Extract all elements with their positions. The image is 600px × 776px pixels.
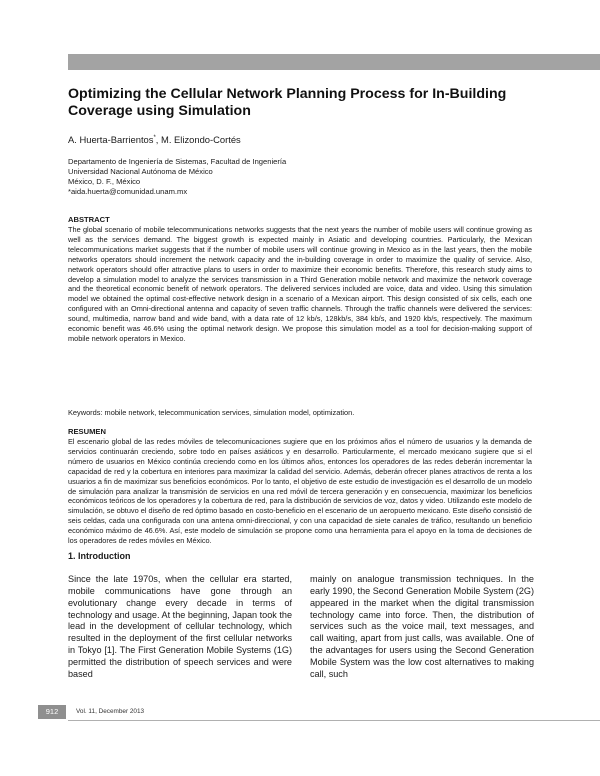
author-name: A. Huerta-Barrientos <box>68 134 154 145</box>
section-heading: 1. Introduction <box>68 551 131 561</box>
abstract-text: The global scenario of mobile telecommunications networks suggests that the next years the number of mobile users will continue growing as well as the services demand. The biggest growth is expected mainly in Asiatic and developing countries. Particularly, the Mexican telecommunications market suggests that if the number of mobile users will continue growing in Mexico as in the last years, then the mobile networks operators should increment the network capacity and the in-building coverage in order to maximize the quality of service. Also, network operators should offer attractive plans to users in order to maximize their economic benefits. Therefore, this research study aims to develop a simulation model to analyze the services transmission in a Third Generation mobile network and maximize the network coverage and the theoretical economic benefit of network operators. The delivered services included are voice, data and video. Using this simulation model we obtained the optimal cost-effective network design in a scenario of a Mexican airport. This design consisted of six cells, each one configured with an Omni-directional antenna and capacity of seven traffic channels. Through the traffic channels were delivered the services: sound, multimedia, narrow band and wide band, with a data rate of 12 kb/s, 128kb/s, 384 kb/s, and 1920 kb/s, respectively. The maximum economic benefit was 46.6% using the optimal network design. We propose this simulation model as a tool for decision-making support of mobile network operators in Mexico. <box>68 225 532 343</box>
page-number: 912 <box>38 705 66 719</box>
paper-title: Optimizing the Cellular Network Planning Process for In-Building Coverage using Simulation <box>68 86 507 119</box>
resumen-heading: RESUMEN <box>68 427 106 436</box>
journal-volume: Vol. 11, December 2013 <box>76 708 145 715</box>
affiliation-email: *aida.huerta@comunidad.unam.mx <box>68 187 188 196</box>
keywords: Keywords: mobile network, telecommunication services, simulation model, optimization. <box>68 408 355 417</box>
footer-rule <box>68 720 600 721</box>
affiliation-block <box>68 157 286 197</box>
abstract-heading: ABSTRACT <box>68 215 110 224</box>
body-column-left: Since the late 1970s, when the cellular era started, mobile communications have gone through an evolutionary change every decade in terms of technology and usage. At the beginning, Japan took the lead in the development of cellular technology, which resulted in the deployment of the first cellular networks in Tokyo [1]. The First Generation Mobile Systems (1G) permitted the distribution of speech services and were based <box>68 574 292 679</box>
header-bar <box>68 54 600 70</box>
body-column-right: mainly on analogue transmission techniques. In the early 1990, the Second Generation Mobile System (2G) appeared in the market when the digital transmission technology came into force. Then, the distribution of services such as the voice mail, text messages, and call waiting, apart from just calls, was available. One of the advantages for users using the Second Generation Mobile System was the low cost alternatives to making call, such <box>310 574 534 679</box>
affiliation-line: México, D. F., México <box>68 177 141 186</box>
affiliation-line: Universidad Nacional Autónoma de México <box>68 167 213 176</box>
author-separator: , <box>155 134 162 145</box>
resumen-text: El escenario global de las redes móviles de telecomunicaciones sugiere que en los próximos años el número de usuarios y la demanda de servicios continuarán creciendo, sobre todo en países asiáticos y en desarrollo. Particularmente, el mercado mexicano sugiere que si el número de usuarios en México continúa creciendo como en los últimos años, entonces los operadores de las redes deberán incrementar la capacidad de red y la cobertura en interiores para maximizar la calidad del servicio. Además, deberán ofrecer planes atractivos de renta a los usuarios a fin de maximizar sus beneficios económicos. Por lo tanto, el objetivo de este estudio de investigación es el desarrollo de un modelo de simulación para analizar la transmisión de servicios en una red móvil de tercera generación y en consecuencia, maximizar los beneficios económicos teóricos de los operadores y la cobertura de red, para la distribución de servicios de voz, datos y video. Utilizando este modelo de simulación, se obtuvo el diseño de red óptimo basado en costo-beneficio en el escenario de un aeropuerto mexicano. Este diseño consistió de seis celdas, cada una configurada con una antena omni-direccional, y con una capacidad de siete canales de tráfico, resultando un beneficio económico máximo de 46.6%. Así, este modelo de simulación se propone como una herramienta para el apoyo en la toma de decisiones de los operadores de redes móviles en México. <box>68 437 532 546</box>
author-list <box>68 134 241 145</box>
author-name: M. Elizondo-Cortés <box>161 134 241 145</box>
corresponding-mark: * <box>153 134 156 141</box>
affiliation-line: Departamento de Ingeniería de Sistemas, Facultad de Ingeniería <box>68 157 287 166</box>
